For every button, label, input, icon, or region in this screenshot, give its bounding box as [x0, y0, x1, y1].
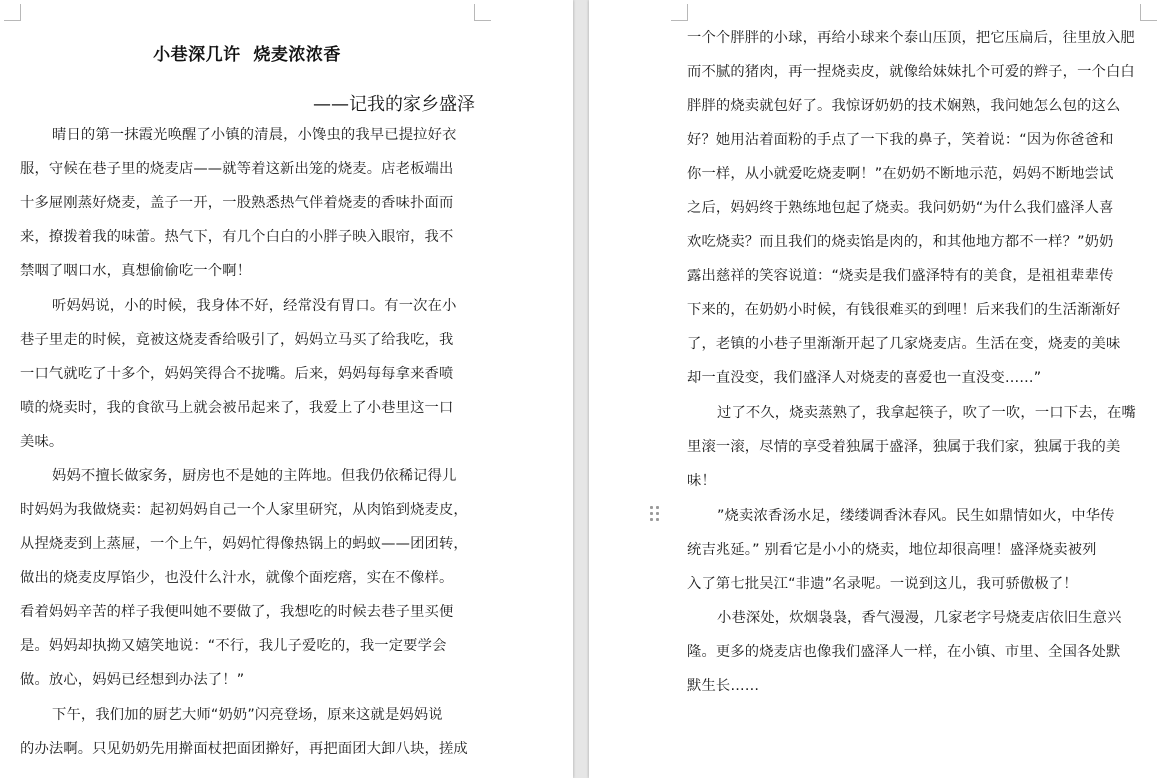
- drag-handle-dot: [650, 512, 653, 515]
- paragraph-line: 晴日的第一抹霞光唤醒了小镇的清晨，小馋虫的我早已提拉好衣: [52, 127, 457, 143]
- paragraph-line: 味！: [687, 473, 716, 489]
- paragraph-line: 做。放心，妈妈已经想到办法了！”: [20, 672, 245, 688]
- paragraph-line: 十多屉刚蒸好烧麦，盖子一开，一股熟悉热气伴着烧麦的香味扑面而: [20, 195, 454, 211]
- paragraph-line: 的办法啊。只见奶奶先用擀面杖把面团擀好，再把面团大卸八块，搓成: [20, 741, 468, 757]
- drag-handle-dot: [656, 512, 659, 515]
- page-corner-mark: [4, 4, 21, 21]
- paragraph-line: 露出慈祥的笑容说道：“烧卖是我们盛泽特有的美食，是祖祖辈辈传: [687, 268, 1114, 284]
- page-corner-mark: [1140, 4, 1157, 21]
- drag-handle-dot: [650, 506, 653, 509]
- paragraph-line: 时妈妈为我做烧卖：起初妈妈自己一个人家里研究，从肉馅到烧麦皮，: [20, 502, 468, 518]
- drag-handle-dot: [656, 518, 659, 521]
- paragraph-line: 入了第七批吴江“非遗”名录呢。一说到这儿，我可骄傲极了！: [687, 576, 1078, 592]
- paragraph-line: 下午，我们加的厨艺大师“奶奶”闪亮登场，原来这就是妈妈说: [52, 707, 443, 723]
- paragraph-line: 欢吃烧卖？而且我们的烧卖馅是肉的，和其他地方都不一样？”奶奶: [687, 234, 1114, 250]
- paragraph-line: 服，守候在巷子里的烧麦店——就等着这新出笼的烧麦。店老板端出: [20, 161, 454, 177]
- paragraph-line: 之后，妈妈终于熟练地包起了烧卖。我问奶奶“为什么我们盛泽人喜: [687, 200, 1114, 216]
- drag-handle-dot: [656, 506, 659, 509]
- paragraph-line: 是。妈妈却执拗又嬉笑地说：“不行，我儿子爱吃的，我一定要学会: [20, 638, 447, 654]
- paragraph-line: 隆。更多的烧麦店也像我们盛泽人一样，在小镇、市里、全国各处默: [687, 644, 1121, 660]
- paragraph-line: 而不腻的猪肉，再一捏烧卖皮，就像给妹妹扎个可爱的辫子，一个白白: [687, 64, 1135, 80]
- document-title: 小巷深几许 烧麦浓浓香: [153, 45, 341, 65]
- paragraph-line: 好？她用沾着面粉的手点了一下我的鼻子，笑着说：“因为你爸爸和: [687, 132, 1114, 148]
- paragraph-line: 看着妈妈辛苦的样子我便叫她不要做了，我想吃的时候去巷子里买便: [20, 604, 454, 620]
- paragraph-line: 听妈妈说，小的时候，我身体不好，经常没有胃口。有一次在小: [52, 298, 457, 314]
- paragraph-line: 喷的烧卖时，我的食欲马上就会被吊起来了，我爱上了小巷里这一口: [20, 400, 454, 416]
- paragraph-line: ”烧卖浓香汤水足，缕缕调香沐春风。民生如鼎情如火，中华传: [717, 508, 1115, 524]
- paragraph-line: 禁咽了咽口水，真想偷偷吃一个啊！: [20, 263, 252, 279]
- paragraph-line: 一口气就吃了十多个，妈妈笑得合不拢嘴。后来，妈妈每每拿来香喷: [20, 366, 454, 382]
- paragraph-line: 胖胖的烧卖就包好了。我惊讶奶奶的技术娴熟，我问她怎么包的这么: [687, 98, 1121, 114]
- paragraph-line: 默生长……: [687, 678, 760, 694]
- paragraph-line: 却一直没变，我们盛泽人对烧麦的喜爱也一直没变……”: [687, 370, 1042, 386]
- paragraph-line: 了，老镇的小巷子里渐渐开起了几家烧麦店。生活在变，烧麦的美味: [687, 336, 1121, 352]
- paragraph-line: 小巷深处，炊烟袅袅，香气漫漫，几家老字号烧麦店依旧生意兴: [717, 610, 1122, 626]
- paragraph-line: 过了不久，烧卖蒸熟了，我拿起筷子，吹了一吹，一口下去，在嘴: [717, 405, 1136, 421]
- paragraph-line: 妈妈不擅长做家务，厨房也不是她的主阵地。但我仍依稀记得儿: [52, 468, 457, 484]
- paragraph-line: 里滚一滚，尽情的享受着独属于盛泽，独属于我们家，独属于我的美: [687, 439, 1121, 455]
- document-page-left: [0, 0, 573, 778]
- document-subtitle: ——记我的家乡盛泽: [313, 94, 475, 115]
- paragraph-line: 一个个胖胖的小球，再给小球来个泰山压顶，把它压扁后，往里放入肥: [687, 30, 1135, 46]
- page-corner-mark: [474, 4, 491, 21]
- drag-handle-icon[interactable]: [650, 506, 660, 524]
- paragraph-line: 你一样，从小就爱吃烧麦啊！”在奶奶不断地示范，妈妈不断地尝试: [687, 166, 1114, 182]
- paragraph-line: 从捏烧麦到上蒸屉，一个上午，妈妈忙得像热锅上的蚂蚁——团团转，: [20, 536, 468, 552]
- paragraph-line: 巷子里走的时候，竟被这烧麦香给吸引了，妈妈立马买了给我吃，我: [20, 332, 454, 348]
- paragraph-line: 做出的烧麦皮厚馅少，也没什么汁水，就像个面疙瘩，实在不像样。: [20, 570, 454, 586]
- paragraph-line: 美味。: [20, 434, 64, 450]
- page-corner-mark: [671, 4, 688, 21]
- paragraph-line: 统吉兆延。” 别看它是小小的烧卖，地位却很高哩！盛泽烧卖被列: [687, 542, 1097, 558]
- drag-handle-dot: [650, 518, 653, 521]
- paragraph-line: 来，撩拨着我的味蕾。热气下，有几个白白的小胖子映入眼帘，我不: [20, 229, 454, 245]
- paragraph-line: 下来的，在奶奶小时候，有钱很难买的到哩！后来我们的生活渐渐好: [687, 302, 1121, 318]
